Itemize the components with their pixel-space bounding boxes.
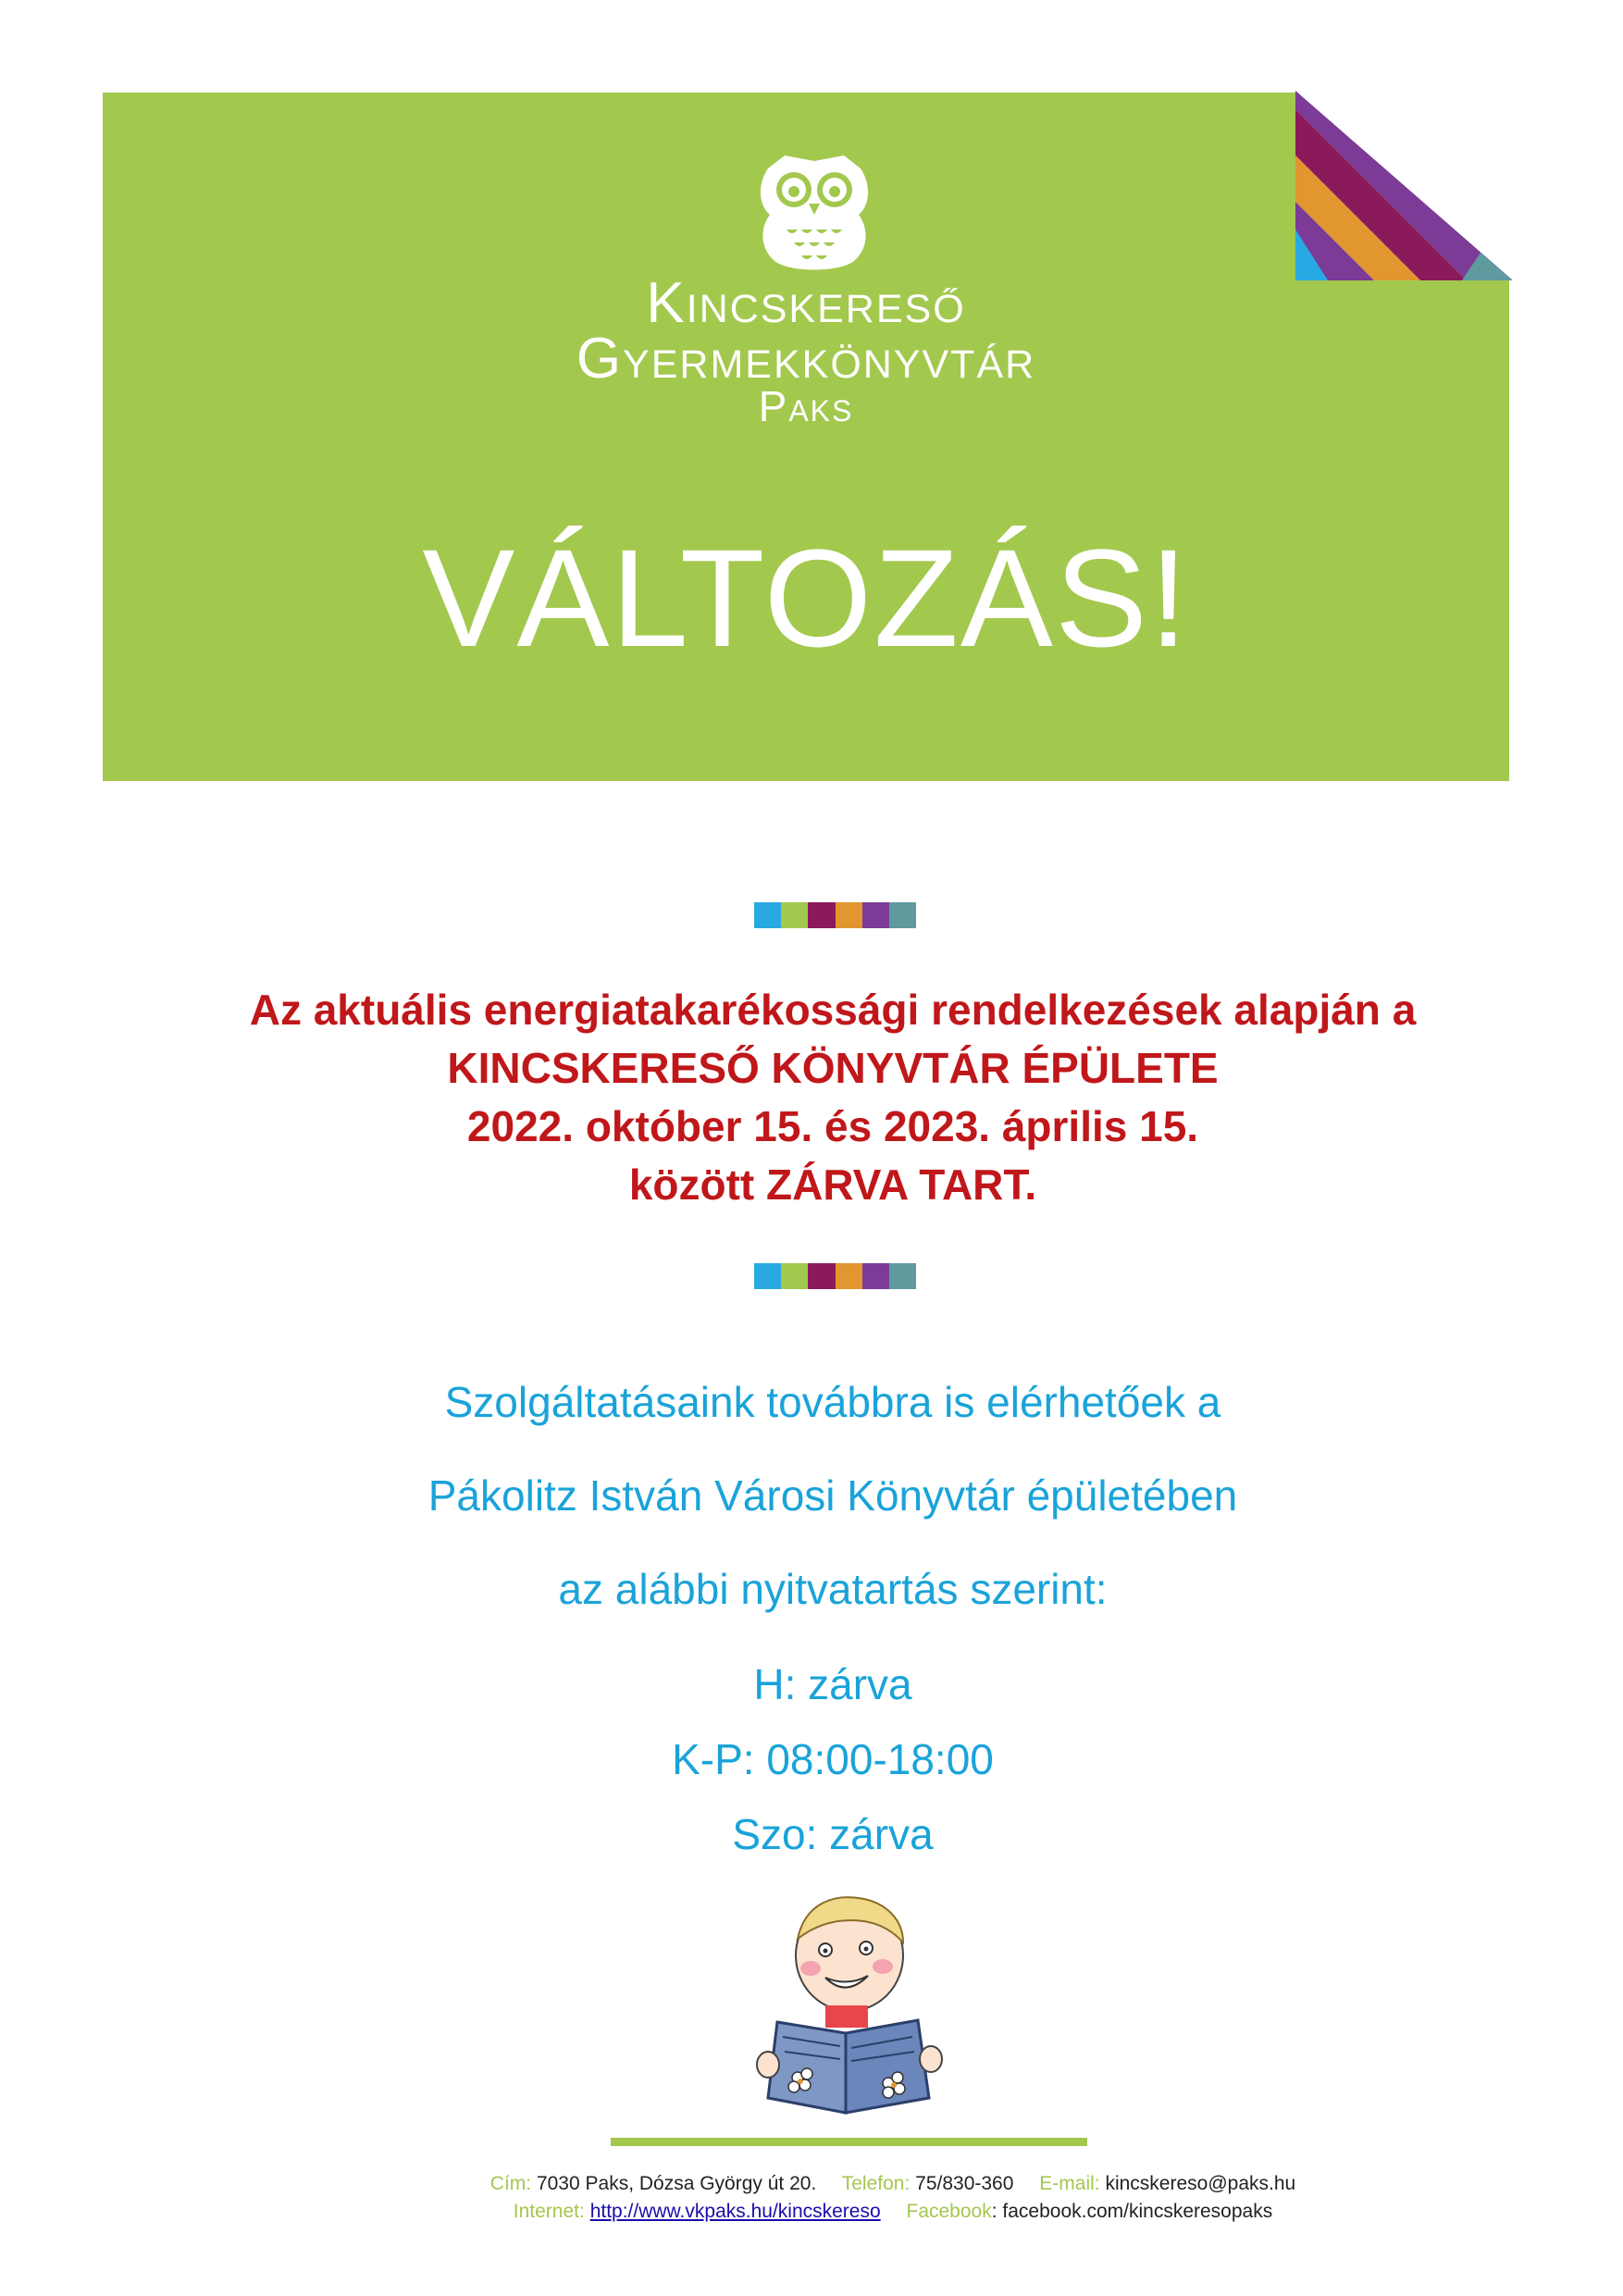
stripe-segment (808, 902, 835, 928)
opening-hours (555, 1647, 1110, 1872)
address-label: Cím: (489, 2173, 532, 2194)
phone-value: 75/830-360 (915, 2173, 1014, 2194)
footer-contact (324, 2170, 1462, 2226)
email-label: E-mail: (1039, 2173, 1100, 2194)
footer-divider (611, 2138, 1087, 2146)
brand-name-line2: Gyermekkönyvtár (576, 327, 1036, 391)
stripe-segment (862, 1263, 889, 1289)
services-line: Pákolitz István Városi Könyvtár épületében (427, 1471, 1238, 1520)
stripe-segment (781, 1263, 808, 1289)
stripe-segment (754, 1263, 781, 1289)
stripe-segment (889, 1263, 916, 1289)
folded-corner-graphic (1295, 91, 1513, 280)
facebook-label: Facebook (906, 2201, 992, 2222)
brand-city: Paks (758, 382, 854, 430)
services-line: az alábbi nyitvatartás szerint: (558, 1565, 1108, 1613)
hours-monday: H: zárva (753, 1660, 912, 1708)
notice-line: között ZÁRVA TART. (628, 1160, 1037, 1209)
phone-label: Telefon: (841, 2173, 911, 2194)
color-stripe-divider (754, 902, 916, 928)
hours-saturday: Szo: zárva (732, 1810, 934, 1858)
footer-row-2 (324, 2198, 1462, 2226)
website-link[interactable]: http://www.vkpaks.hu/kincskereso (589, 2201, 881, 2222)
notice-line: 2022. október 15. és 2023. április 15. (466, 1102, 1199, 1150)
stripe-segment (862, 902, 889, 928)
hours-tue-fri: K-P: 08:00-18:00 (672, 1735, 994, 1783)
color-stripe-divider (754, 1263, 916, 1289)
stripe-segment (754, 902, 781, 928)
owl-logo-icon (750, 148, 879, 273)
email-value[interactable]: kincskereso@paks.hu (1105, 2173, 1296, 2194)
facebook-value[interactable]: : facebook.com/kincskeresopaks (991, 2201, 1273, 2222)
brand-name-line1: Kincskereső (646, 271, 966, 335)
services-line: Szolgáltatásaink továbbra is elérhetőek a (444, 1378, 1221, 1426)
stripe-segment (808, 1263, 835, 1289)
stripe-segment (836, 1263, 862, 1289)
services-info (139, 1356, 1527, 1636)
footer-row-1 (324, 2170, 1462, 2198)
headline: VÁLTOZÁS! (422, 520, 1190, 676)
closure-notice (139, 981, 1527, 1214)
stripe-segment (889, 902, 916, 928)
reading-child-illustration (740, 1893, 953, 2119)
stripe-segment (836, 902, 862, 928)
notice-line: Az aktuális energiatakarékossági rendelkezések alapján a (249, 986, 1417, 1034)
notice-line: KINCSKERESŐ KÖNYVTÁR ÉPÜLETE (447, 1044, 1219, 1092)
internet-label: Internet: (513, 2201, 585, 2222)
stripe-segment (781, 902, 808, 928)
address-value: 7030 Paks, Dózsa György út 20. (536, 2173, 817, 2194)
